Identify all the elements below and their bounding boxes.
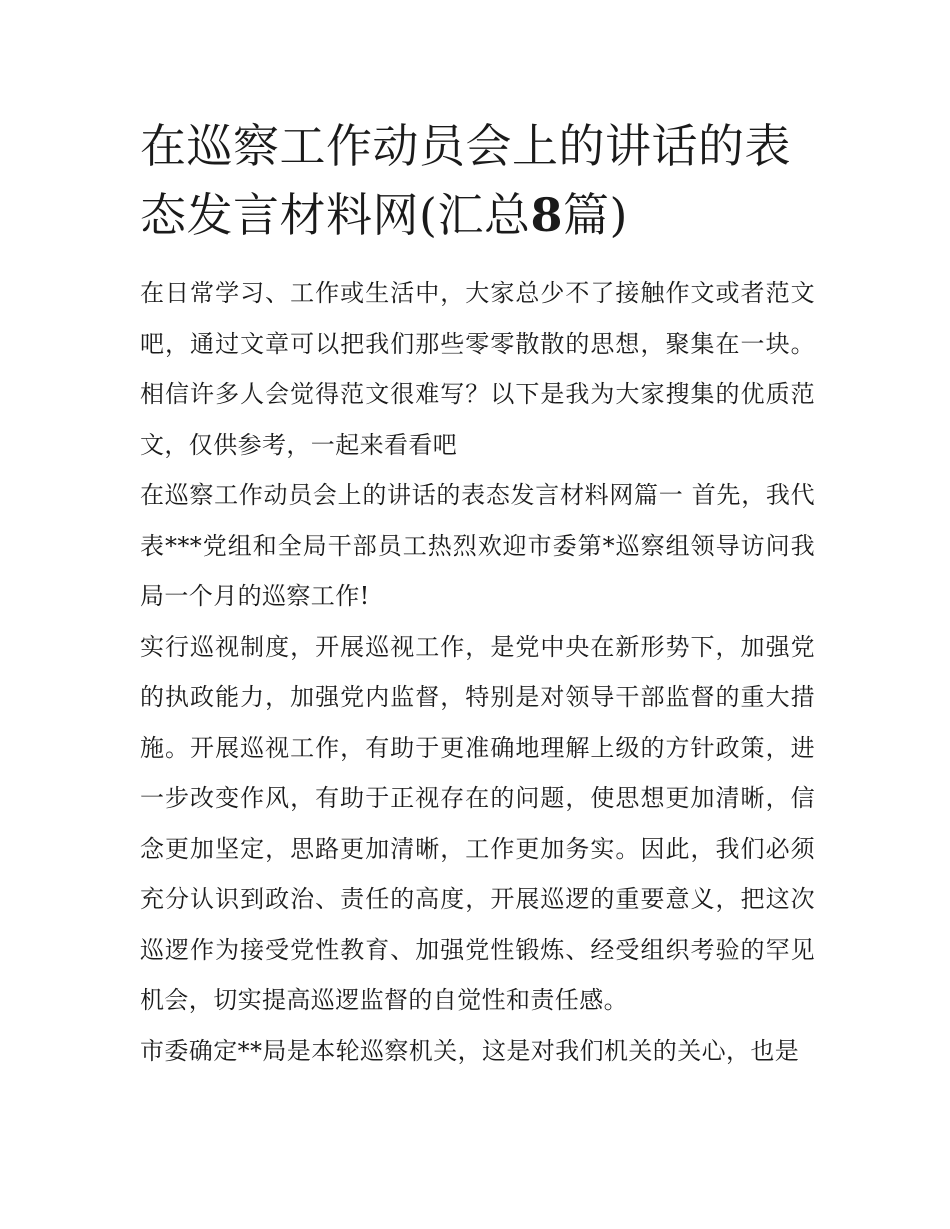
document-body [140, 268, 815, 1076]
paragraph-section-one: 在巡察工作动员会上的讲话的表态发言材料网篇一 首先，我代表***党组和全局干部员工热烈欢迎市委第*巡察组领导访问我局一个月的巡察工作! [140, 481, 815, 610]
document-title [140, 112, 815, 250]
paragraph-intro: 在日常学习、工作或生活中，大家总少不了接触作文或者范文吧，通过文章可以把我们那些零零散散的思想，聚集在一块。相信许多人会觉得范文很难写？以下是我为大家搜集的优质范文，仅供参考，一起来看看吧 [140, 279, 815, 459]
title-count: 8 [530, 188, 563, 242]
paragraph-city-committee: 市委确定**局是本轮巡察机关，这是对我们机关的关心，也是 [140, 1036, 800, 1065]
document-page [140, 112, 815, 1076]
title-tail: 篇) [562, 188, 628, 242]
paragraph-inspection-system: 实行巡视制度，开展巡视工作，是党中央在新形势下，加强党的执政能力，加强党内监督，特别是对领导干部监督的重大措施。开展巡视工作，有助于更准确地理解上级的方针政策，进一步改变作风，有助于正视存在的问题，使思想更加清晰，信念更加坚定，思路更加清晰，工作更加务实。因此，我们必须充分认识到政治、责任的高度，开展巡逻的重要意义，把这次巡逻作为接受党性教育、加强党性锻炼、经受组织考验的罕见机会，切实提高巡逻监督的自觉性和责任感。 [140, 632, 815, 1014]
title-main: 在巡察工作动员会上的讲话的表态发言材料网(汇总 [140, 119, 791, 242]
